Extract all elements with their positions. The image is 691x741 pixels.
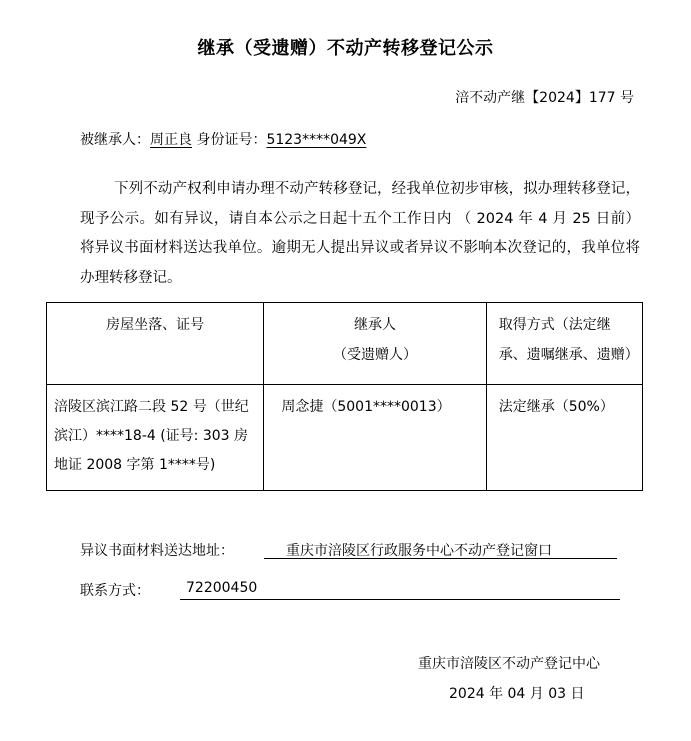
header-heir	[264, 303, 486, 385]
header-heir-line1: 继承人	[354, 317, 397, 333]
contact-value: 72200450	[186, 580, 258, 596]
cell-heir: 周念捷（5001****0013）	[264, 385, 486, 491]
cell-location: 涪陵区滨江路二段 52 号（世纪滨江）****18-4 (证号: 303 房地证 2008 字第 1****号)	[47, 385, 264, 491]
id-label: 身份证号：	[196, 132, 267, 148]
header-heir-line2: （受遗赠人）	[333, 347, 418, 363]
notice-title: 继承（受遗赠）不动产转移登记公示	[197, 38, 494, 59]
table-header-row	[47, 303, 643, 385]
id-number: 5123****049X	[266, 132, 367, 148]
notice-body: 下列不动产权利申请办理不动产转移登记，经我单位初步审核，拟办理转移登记，现予公示。如有异议，请自本公示之日起十五个工作日内 （ 2024 年 4 月 25 日前）将异议书面材料送达我单位。逾期无人提出异议或者异议不影响本次登记的，我单位将办理转移登记。	[80, 181, 640, 286]
contact-underline	[180, 599, 620, 600]
property-table	[46, 302, 643, 491]
decedent-label: 被继承人：	[80, 132, 150, 148]
document-number: 涪不动产继【2024】177 号	[455, 90, 634, 106]
contact-label: 联系方式：	[80, 583, 150, 599]
address-label: 异议书面材料送达地址：	[80, 543, 234, 559]
header-method: 取得方式（法定继承、遗嘱继承、遗赠）	[486, 303, 642, 385]
cell-method: 法定继承（50%）	[486, 385, 642, 491]
table-row	[47, 385, 643, 491]
decedent-line	[80, 129, 366, 149]
address-underline	[264, 558, 617, 559]
header-location: 房屋坐落、证号	[47, 303, 264, 385]
signature-org: 重庆市涪陵区不动产登记中心	[418, 656, 600, 672]
decedent-name: 周正良	[150, 132, 192, 148]
address-value: 重庆市涪陵区行政服务中心不动产登记窗口	[286, 543, 552, 559]
signature-date: 2024 年 04 月 03 日	[449, 686, 585, 702]
